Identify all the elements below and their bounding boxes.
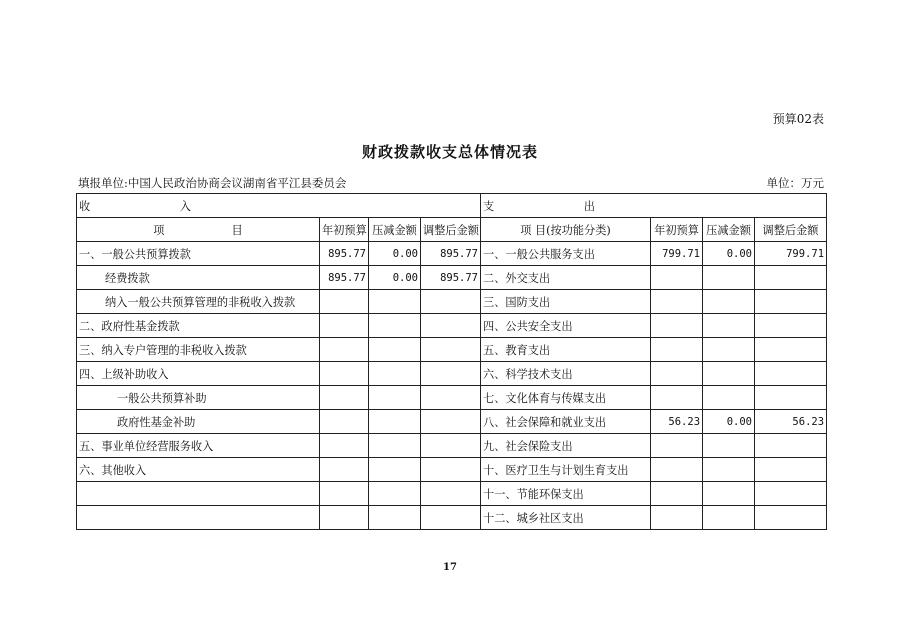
expense-initial-cell [651,434,703,458]
document-label: 预算02表 [772,112,824,126]
expense-reduction-cell [703,482,755,506]
expense-adjusted-cell [755,362,827,386]
income-item-cell [77,482,320,506]
expense-item-cell: 七、文化体育与传媒支出 [481,386,651,410]
table-header-row-2 [77,218,827,242]
expense-item-cell: 九、社会保险支出 [481,434,651,458]
income-reduction-cell [369,434,421,458]
expense-initial-cell [651,338,703,362]
expense-item-cell: 八、社会保障和就业支出 [481,410,651,434]
expense-adjusted-cell [755,458,827,482]
expense-initial-cell [651,290,703,314]
expense-item-cell: 四、公共安全支出 [481,314,651,338]
expense-reduction-cell [703,434,755,458]
income-reduction-header: 压减金额 [369,218,421,242]
income-reduction-cell: 0.00 [369,266,421,290]
income-reduction-cell [369,386,421,410]
income-initial-cell [320,410,369,434]
table-row [77,482,827,506]
income-item-cell: 六、其他收入 [77,458,320,482]
expense-item-cell: 十一、节能环保支出 [481,482,651,506]
table-row [77,410,827,434]
income-reduction-cell [369,506,421,530]
table-row [77,506,827,530]
table-row [77,242,827,266]
unit-line [78,175,824,191]
expense-initial-cell: 799.71 [651,242,703,266]
income-reduction-cell [369,362,421,386]
income-item-cell [77,506,320,530]
page-number: 17 [443,562,457,573]
income-initial-cell [320,314,369,338]
income-adjusted-cell [421,338,481,362]
income-item-cell: 纳入一般公共预算管理的非税收入拨款 [77,290,320,314]
expense-adjusted-cell [755,266,827,290]
income-adjusted-cell [421,314,481,338]
expense-initial-cell [651,314,703,338]
expense-reduction-cell [703,506,755,530]
expense-reduction-cell [703,386,755,410]
income-adjusted-cell [421,290,481,314]
expense-reduction-cell [703,338,755,362]
expense-header: 支 出 [481,194,827,218]
income-initial-cell [320,338,369,362]
expense-initial-cell [651,506,703,530]
expense-adjusted-header: 调整后金额 [755,218,827,242]
income-adjusted-header: 调整后金额 [421,218,481,242]
income-initial-cell: 895.77 [320,266,369,290]
expense-reduction-cell [703,290,755,314]
table-row [77,338,827,362]
table-row [77,386,827,410]
expense-reduction-cell [703,266,755,290]
expense-item-cell: 十、医疗卫生与计划生育支出 [481,458,651,482]
expense-item-cell: 六、科学技术支出 [481,362,651,386]
income-adjusted-cell [421,434,481,458]
expense-adjusted-cell [755,482,827,506]
income-item-cell: 经费拨款 [77,266,320,290]
income-item-cell: 一、一般公共预算拨款 [77,242,320,266]
income-item-cell: 三、纳入专户管理的非税收入拨款 [77,338,320,362]
income-adjusted-cell [421,482,481,506]
income-initial-cell [320,458,369,482]
income-item-cell: 二、政府性基金拨款 [77,314,320,338]
income-item-cell: 四、上级补助收入 [77,362,320,386]
budget-table [76,193,827,530]
table-row [77,266,827,290]
expense-adjusted-cell [755,386,827,410]
income-item-cell: 一般公共预算补助 [77,386,320,410]
income-reduction-cell [369,410,421,434]
income-header: 收 入 [77,194,481,218]
expense-item-header: 项 目(按功能分类) [481,218,651,242]
table-row [77,362,827,386]
expense-initial-cell [651,386,703,410]
expense-adjusted-cell [755,314,827,338]
expense-initial-cell [651,482,703,506]
income-adjusted-cell [421,386,481,410]
expense-item-cell: 三、国防支出 [481,290,651,314]
reporting-unit: 填报单位:中国人民政治协商会议湖南省平江县委员会 [78,176,347,190]
income-initial-cell [320,386,369,410]
expense-reduction-cell: 0.00 [703,242,755,266]
expense-adjusted-cell [755,506,827,530]
income-adjusted-cell [421,458,481,482]
table-row [77,290,827,314]
income-adjusted-cell [421,506,481,530]
income-reduction-cell [369,290,421,314]
expense-reduction-cell: 0.00 [703,410,755,434]
income-initial-cell [320,362,369,386]
income-item-cell: 五、事业单位经营服务收入 [77,434,320,458]
expense-initial-cell [651,362,703,386]
income-initial-cell [320,482,369,506]
income-initial-cell [320,290,369,314]
expense-item-cell: 五、教育支出 [481,338,651,362]
expense-initial-cell [651,458,703,482]
table-header-row-1 [77,194,827,218]
expense-reduction-header: 压减金额 [703,218,755,242]
expense-adjusted-cell [755,338,827,362]
income-initial-cell: 895.77 [320,242,369,266]
expense-adjusted-cell [755,434,827,458]
expense-reduction-cell [703,458,755,482]
income-initial-cell [320,434,369,458]
income-reduction-cell [369,314,421,338]
income-adjusted-cell: 895.77 [421,266,481,290]
expense-initial-header: 年初预算 [651,218,703,242]
expense-adjusted-cell: 799.71 [755,242,827,266]
income-item-header: 项 目 [77,218,320,242]
income-initial-header: 年初预算 [320,218,369,242]
expense-reduction-cell [703,314,755,338]
income-adjusted-cell [421,410,481,434]
expense-item-cell: 一、一般公共服务支出 [481,242,651,266]
income-reduction-cell [369,482,421,506]
expense-initial-cell: 56.23 [651,410,703,434]
currency-unit: 单位：万元 [766,176,824,190]
expense-initial-cell [651,266,703,290]
table-row [77,458,827,482]
income-reduction-cell [369,458,421,482]
table-row [77,314,827,338]
income-adjusted-cell: 895.77 [421,242,481,266]
expense-adjusted-cell: 56.23 [755,410,827,434]
expense-reduction-cell [703,362,755,386]
document-title: 财政拨款收支总体情况表 [361,143,538,161]
income-reduction-cell: 0.00 [369,242,421,266]
income-reduction-cell [369,338,421,362]
expense-item-cell: 二、外交支出 [481,266,651,290]
expense-adjusted-cell [755,290,827,314]
expense-item-cell: 十二、城乡社区支出 [481,506,651,530]
table-row [77,434,827,458]
income-item-cell: 政府性基金补助 [77,410,320,434]
income-initial-cell [320,506,369,530]
income-adjusted-cell [421,362,481,386]
